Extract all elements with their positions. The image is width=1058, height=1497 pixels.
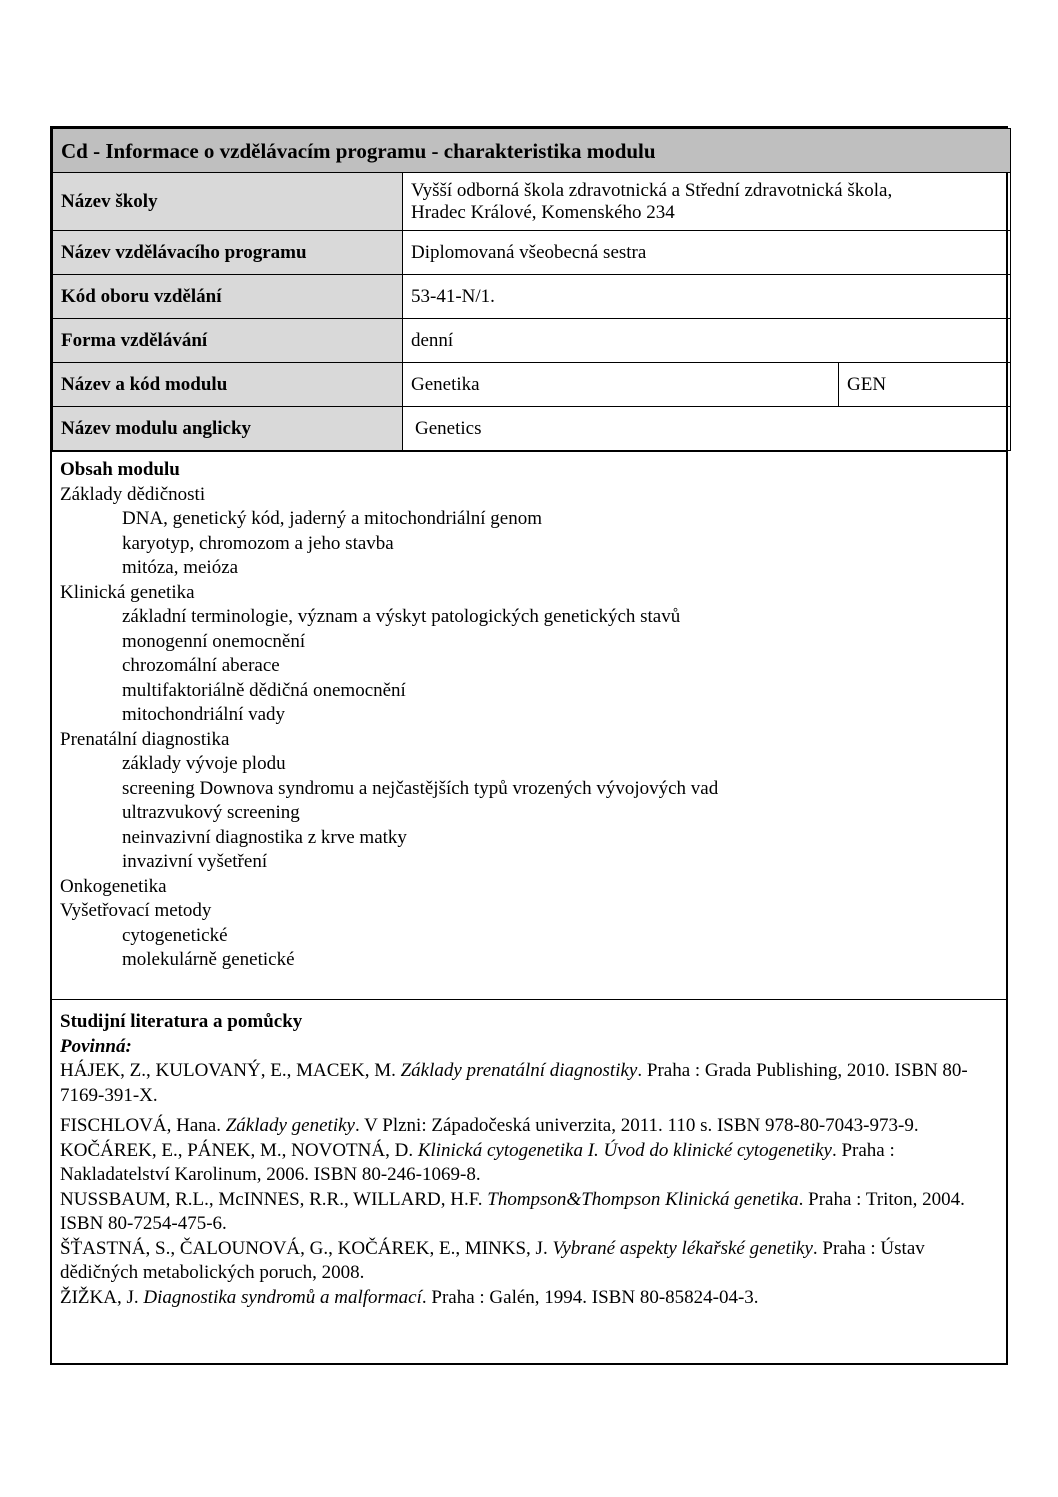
ref-authors: HÁJEK, Z., KULOVANÝ, E., MACEK, M. (60, 1060, 401, 1081)
ref-details: . Praha : Triton, 2004. ISBN 80-7254-475-6. (60, 1188, 965, 1234)
content-item: neinvazivní diagnostika z krve matky (122, 826, 407, 848)
content-item: DNA, genetický kód, jaderný a mitochondriální genom (122, 508, 543, 529)
ref-title: Diagnostika syndromů a malformací (143, 1286, 422, 1308)
content-topic: Klinická genetika (60, 581, 195, 603)
content-item: invazivní vyšetření (122, 851, 268, 872)
document-title: Cd - Informace o vzdělávacím programu - charakteristika modulu (53, 129, 1011, 173)
literature-ref (60, 1286, 998, 1311)
literature-section (52, 999, 1006, 1363)
ref-details: . Praha : Grada Publishing, 2010. ISBN 80-7169-391-X. (60, 1060, 968, 1106)
ref-details: . Praha : Galén, 1994. ISBN 80-85824-04-3. (421, 1286, 759, 1308)
literature-ref (60, 1139, 998, 1188)
content-item: mitóza, meióza (122, 557, 239, 578)
content-item: základní terminologie, význam a výskyt patologických genetických stavů (122, 606, 681, 627)
module-name-value: Genetika (403, 363, 839, 407)
code-value: 53-41-N/1. (403, 275, 1011, 319)
school-value-line1: Vyšší odborná škola zdravotnická a Střední zdravotnická škola, (411, 179, 893, 201)
module-en-label: Název modulu anglicky (53, 407, 403, 451)
content-topic: Základy dědičnosti (60, 483, 206, 505)
literature-ref (60, 1059, 998, 1108)
required-label: Povinná: (60, 1035, 132, 1057)
literature-ref (60, 1237, 998, 1286)
literature-ref (60, 1114, 998, 1139)
content-item: základy vývoje plodu (122, 753, 286, 774)
content-title: Obsah modulu (60, 459, 180, 480)
content-topics (60, 483, 998, 973)
school-value-line2: Hradec Králové, Komenského 234 (411, 201, 675, 223)
module-en-value: Genetics (403, 407, 1011, 451)
content-item: screening Downova syndromu a nejčastějších typů vrozených vývojových vad (122, 777, 719, 799)
content-item: mitochondriální vady (122, 704, 286, 725)
content-item: ultrazvukový screening (122, 802, 300, 823)
ref-authors: ŽIŽKA, J. (60, 1286, 144, 1308)
ref-authors: FISCHLOVÁ, Hana. (60, 1115, 226, 1136)
ref-title: Základy prenatální diagnostiky (400, 1060, 638, 1081)
module-code-value: GEN (839, 363, 1011, 407)
content-item: monogenní onemocnění (122, 630, 306, 652)
ref-title: Základy genetiky (225, 1115, 355, 1136)
code-label: Kód oboru vzdělání (53, 275, 403, 319)
module-document (50, 126, 1008, 1365)
form-value: denní (403, 319, 1011, 363)
content-item: cytogenetické (122, 924, 228, 946)
ref-details: . Praha : Ústav dědičných metabolických poruch, 2008. (60, 1237, 925, 1283)
ref-details: . V Plzni: Západočeská univerzita, 2011. 110 s. ISBN 978-80-7043-973-9. (354, 1115, 919, 1136)
literature-refs (60, 1059, 998, 1310)
ref-authors: KOČÁREK, E., PÁNEK, M., NOVOTNÁ, D. (60, 1139, 418, 1161)
program-value: Diplomovaná všeobecná sestra (403, 231, 1011, 275)
content-topic: Prenatální diagnostika (60, 728, 230, 750)
content-item: chrozomální aberace (122, 655, 280, 676)
school-value (403, 173, 1011, 231)
ref-title: Thompson&Thompson Klinická genetika (487, 1188, 799, 1210)
form-label: Forma vzdělávání (53, 319, 403, 363)
literature-ref (60, 1188, 998, 1237)
module-label: Název a kód modulu (53, 363, 403, 407)
content-topic: Vyšetřovací metody (60, 900, 212, 921)
module-content-section (52, 451, 1006, 999)
content-topic: Onkogenetika (60, 875, 167, 897)
ref-authors: NUSSBAUM, R.L., McINNES, R.R., WILLARD, H.F. (60, 1188, 488, 1210)
content-item: molekulárně genetické (122, 949, 295, 970)
content-item: multifaktoriálně dědičná onemocnění (122, 679, 406, 701)
ref-details: . Praha : Nakladatelství Karolinum, 2006. ISBN 80-246-1069-8. (60, 1139, 895, 1185)
program-label: Název vzdělávacího programu (53, 231, 403, 275)
school-label: Název školy (53, 173, 403, 231)
literature-title: Studijní literatura a pomůcky (60, 1011, 303, 1032)
ref-title: Vybrané aspekty lékařské genetiky (552, 1237, 813, 1259)
content-item: karyotyp, chromozom a jeho stavba (122, 532, 394, 554)
ref-authors: ŠŤASTNÁ, S., ČALOUNOVÁ, G., KOČÁREK, E., MINKS, J. (60, 1237, 553, 1259)
ref-title: Klinická cytogenetika I. Úvod do klinické cytogenetiky (417, 1139, 832, 1161)
module-info-table (52, 128, 1011, 451)
